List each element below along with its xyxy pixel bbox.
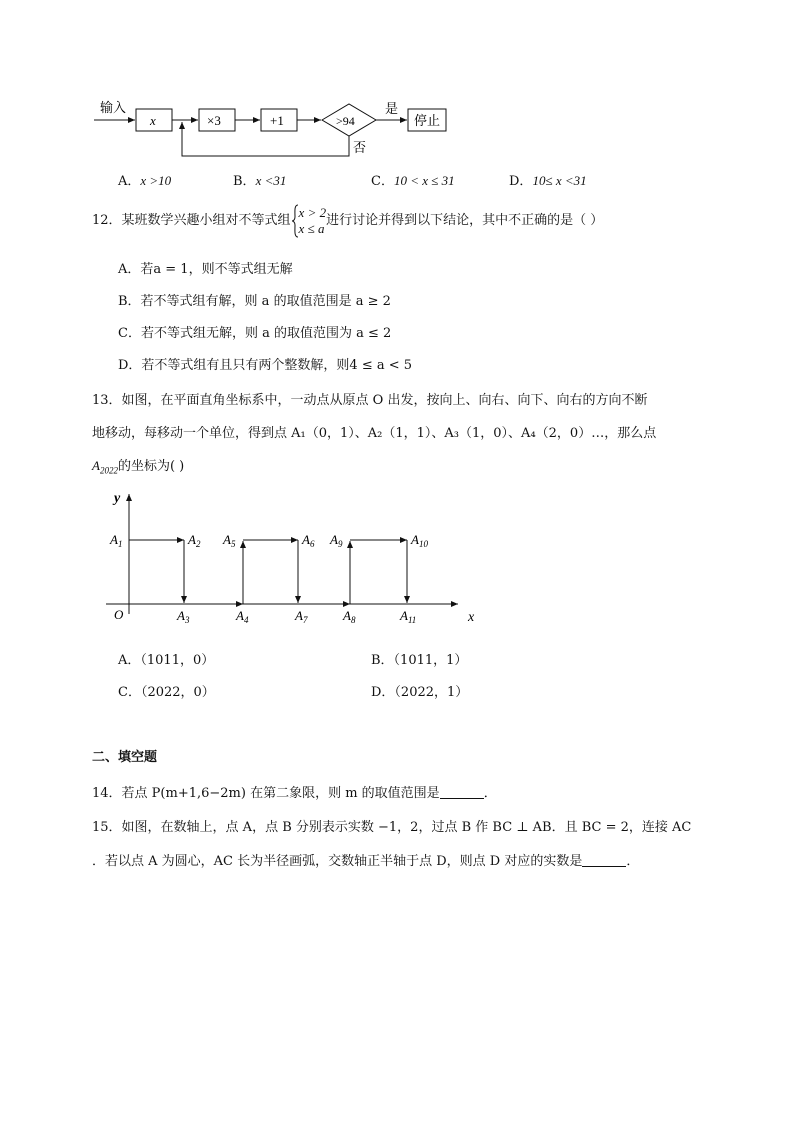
y-axis-label: y: [114, 491, 121, 506]
q12-stem-before: 12．某班数学兴趣小组对不等式组: [92, 213, 291, 228]
q11-option-c-expr: 10 < x ≤ 31: [393, 173, 455, 188]
flow-box-stop-text: 停止: [414, 113, 441, 128]
q12-option-a: A．若a = 1，则不等式组无解: [118, 262, 293, 277]
x-axis-label: x: [468, 610, 475, 625]
flow-box-times3-text: ×3: [207, 113, 221, 128]
point-label-a9: $A_9$: [330, 532, 343, 549]
q12-stem-after: 进行讨论并得到以下结论，其中不正确的是（ ）: [326, 213, 604, 228]
q13-line2: 地移动，每移动一个单位，得到点 A₁（0，1）、A₂（1，1）、A₃（1，0）、A₄（2，0）…，那么点: [92, 426, 657, 441]
q11-option-a: [118, 174, 171, 188]
q12-option-c: C．若不等式组无解，则 a 的取值范围为 a ≤ 2: [118, 326, 392, 341]
q11-option-a-expr: x >10: [140, 173, 172, 188]
point-labels: [109, 532, 428, 625]
point-label-a6: $A_6$: [302, 532, 315, 549]
flow-yes-label: 是: [385, 101, 399, 116]
q12-option-d: D．若不等式组有且只有两个整数解，则4 ≤ a < 5: [118, 358, 413, 373]
q13-line3-point: A: [92, 458, 100, 473]
q13-option-b: B．（1011，1）: [371, 653, 468, 668]
flow-input-label: 输入: [100, 100, 127, 115]
q13-line3: [92, 459, 184, 476]
q11-option-b: [233, 174, 286, 188]
flowchart-diagram: [92, 96, 452, 162]
q12-system-line1: x > 2: [298, 205, 327, 220]
point-label-a2: $A_2$: [188, 532, 201, 549]
q15-text: ．若以点 A 为圆心，AC 长为半径画弧，交数轴正半轴于点 D，则点 D 对应的实数是: [92, 854, 583, 869]
point-label-a4: $A_4$: [236, 608, 249, 625]
brace-icon: [291, 204, 299, 238]
flow-box-plus1-text: +1: [270, 113, 284, 128]
q12-system-line2: x ≤ a: [298, 221, 325, 236]
q12-option-b: B．若不等式组有解，则 a 的取值范围是 a ≥ 2: [118, 294, 391, 309]
q13-option-c: C．（2022，0）: [118, 685, 215, 700]
point-label-a5: $A_5$: [223, 532, 236, 549]
q11-option-c-letter: C．: [371, 174, 394, 189]
point-label-a11: $A_{11}$: [400, 608, 417, 625]
q13-option-d: D．（2022，1）: [371, 685, 469, 700]
point-label-a10: $A_{10}$: [411, 532, 428, 549]
q14-answer-blank[interactable]: [440, 786, 484, 799]
q15-end: ．: [626, 854, 640, 869]
q14-end: ．: [483, 786, 497, 801]
origin-label: O: [114, 607, 124, 622]
q11-option-a-letter: A．: [118, 174, 141, 189]
q11-option-d-letter: D．: [509, 174, 533, 189]
point-label-a8: $A_8$: [343, 608, 356, 625]
q13-line3-sub: 2022: [99, 465, 118, 476]
section-title: 二、填空题: [92, 750, 158, 765]
q14: [92, 786, 497, 800]
q11-option-c: [371, 174, 455, 188]
q13-option-a: A．（1011，0）: [118, 653, 215, 668]
q11-option-d: [509, 174, 587, 188]
q15-answer-blank[interactable]: [582, 854, 626, 867]
coordinate-graph: [100, 488, 490, 628]
q11-option-b-letter: B．: [233, 174, 256, 189]
path-segments: [129, 540, 407, 604]
q13-line1: 13．如图，在平面直角坐标系中，一动点从原点 O 出发，按向上、向右、向下、向右的方向不断: [92, 393, 648, 408]
q12-stem: [92, 204, 603, 238]
q15-line1: 15．如图，在数轴上，点 A，点 B 分别表示实数 −1，2，过点 B 作 BC ⊥ AB．且 BC = 2，连接 AC: [92, 820, 692, 835]
flow-decision-text: >94: [336, 114, 355, 128]
q15-line2: [92, 854, 639, 868]
point-label-a3: $A_3$: [177, 608, 190, 625]
q11-option-b-expr: x <31: [255, 173, 287, 188]
point-label-a1: $A_1$: [110, 532, 123, 549]
flow-no-label: 否: [353, 140, 367, 155]
q11-option-d-expr: 10≤ x <31: [532, 173, 587, 188]
q13-line3-rest: 的坐标为( ): [117, 459, 185, 474]
point-label-a7: $A_7$: [295, 608, 308, 625]
q12-system: [299, 205, 327, 237]
flow-box-x-text: x: [150, 113, 156, 128]
q14-text: 14．若点 P(m+1,6−2m) 在第二象限，则 m 的取值范围是: [92, 786, 440, 801]
